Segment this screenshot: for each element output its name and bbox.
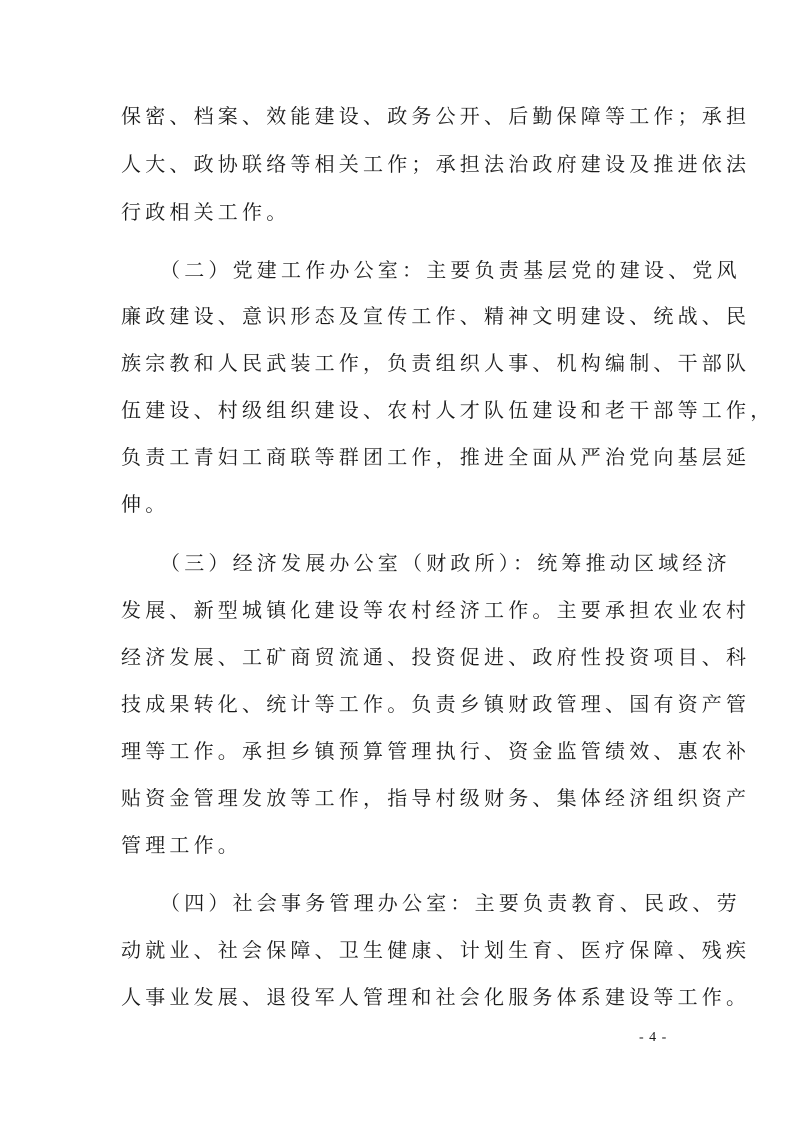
text-line: 伸。 — [121, 492, 170, 516]
text-line: （四）社会事务管理办公室：主要负责教育、民政、劳 — [160, 891, 741, 915]
text-line: 管理工作。 — [121, 833, 242, 857]
text-line: 发展、新型城镇化建设等农村经济工作。主要承担农业农村 — [121, 598, 751, 622]
text-line: 理等工作。承担乡镇预算管理执行、资金监管绩效、惠农补 — [121, 739, 751, 763]
page-number: - 4 - — [639, 1030, 668, 1045]
text-line: 保密、档案、效能建设、政务公开、后勤保障等工作；承担 — [121, 104, 751, 128]
text-line: 经济发展、工矿商贸流通、投资促进、政府性投资项目、科 — [121, 645, 751, 669]
text-line: 伍建设、村级组织建设、农村人才队伍建设和老干部等工作， — [121, 398, 775, 422]
text-line: 人事业发展、退役军人管理和社会化服务体系建设等工作。 — [121, 985, 751, 1009]
text-line: 廉政建设、意识形态及宣传工作、精神文明建设、统战、民 — [121, 304, 751, 328]
text-line: 贴资金管理发放等工作，指导村级财务、集体经济组织资产 — [121, 786, 751, 810]
text-line: （三）经济发展办公室（财政所）：统筹推动区域经济 — [160, 551, 731, 575]
text-line: 技成果转化、统计等工作。负责乡镇财政管理、国有资产管 — [121, 692, 751, 716]
text-line: （二）党建工作办公室：主要负责基层党的建设、党风 — [160, 258, 741, 282]
text-line: 人大、政协联络等相关工作；承担法治政府建设及推进依法 — [121, 152, 751, 176]
text-line: 动就业、社会保障、卫生健康、计划生育、医疗保障、残疾 — [121, 938, 751, 962]
text-line: 族宗教和人民武装工作，负责组织人事、机构编制、干部队 — [121, 351, 751, 375]
text-line: 行政相关工作。 — [121, 200, 291, 224]
text-line: 负责工青妇工商联等群团工作，推进全面从严治党向基层延 — [121, 445, 751, 469]
